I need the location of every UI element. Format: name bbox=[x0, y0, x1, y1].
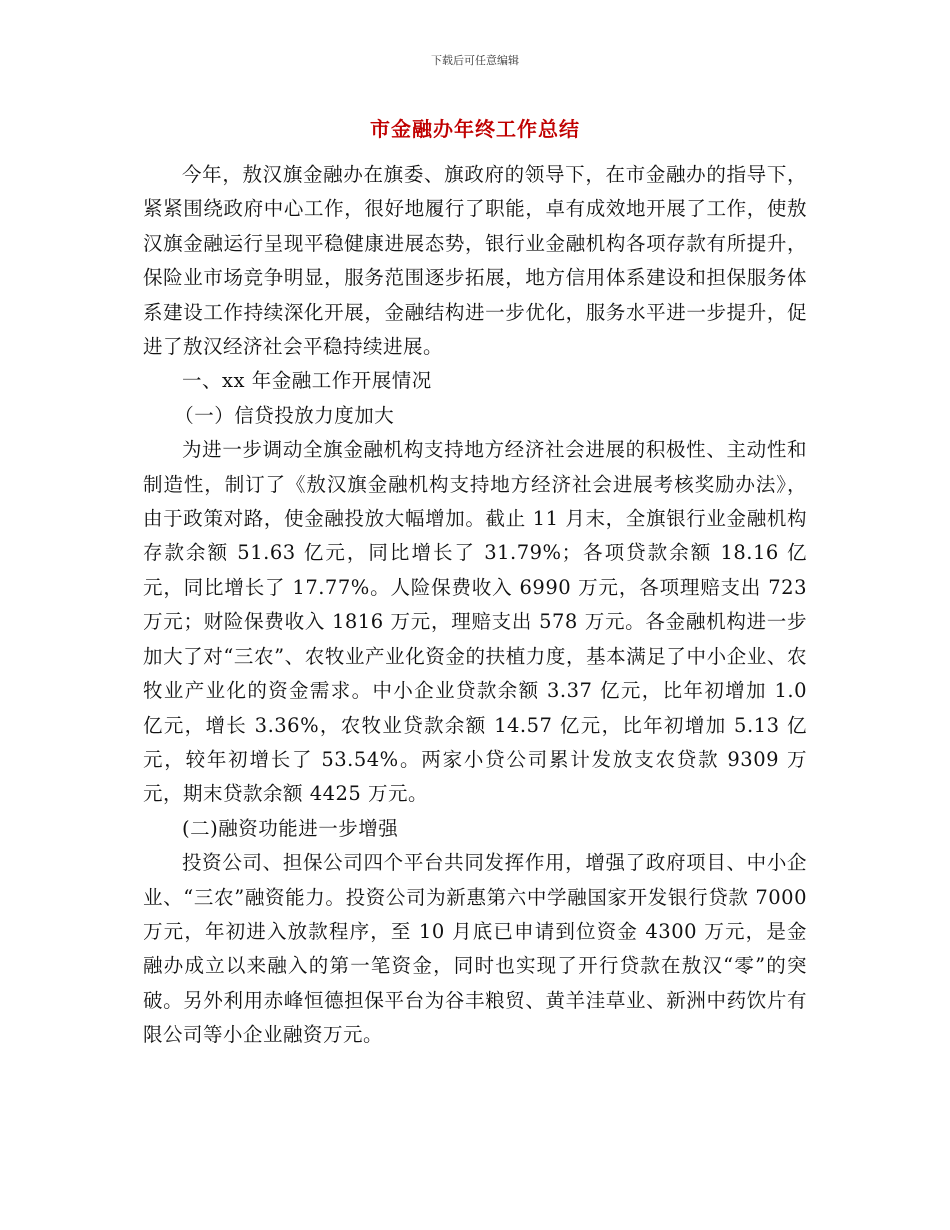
page-header-note: 下载后可任意编辑 bbox=[431, 54, 519, 67]
subsection-1-paragraph: 为进一步调动全旗金融机构支持地方经济社会进展的积极性、主动性和制造性，制订了《敖汉旗金融机构支持地方经济社会进展考核奖励办法》，由于政策对路，使金融投放大幅增加。截止 11 月末，全旗银行业金融机构存款余额 51.63 亿元，同比增长了 31.79%；各项贷款余额 18.16 亿元，同比增长了 17.77%。人险保费收入 6990 万元，各项理赔支出 723 万元；财险保费收入 1816 万元，理赔支出 578 万元。各金融机构进一步加大了对“三农”、农牧业产业化资金的扶植力度，基本满足了中小企业、农牧业产业化的资金需求。中小企业贷款余额 3.37 亿元，比年初增加 1.0 亿元，增长 3.36%，农牧业贷款余额 14.57 亿元，比年初增加 5.13 亿元，较年初增长了 53.54%。两家小贷公司累计发放支农贷款 9309 万元，期末贷款余额 4425 万元。 bbox=[143, 438, 807, 806]
subsection-heading-2: (二)融资功能进一步增强 bbox=[182, 816, 399, 840]
intro-paragraph: 今年，敖汉旗金融办在旗委、旗政府的领导下，在市金融办的指导下，紧紧围绕政府中心工作，很好地履行了职能，卓有成效地开展了工作，使敖汉旗金融运行呈现平稳健康进展态势，银行业金融机构各项存款有所提升，保险业市场竞争明显，服务范围逐步拓展，地方信用体系建设和担保服务体系建设工作持续深化开展，金融结构进一步优化，服务水平进一步提升，促进了敖汉经济社会平稳持续进展。 bbox=[143, 163, 807, 359]
document-title: 市金融办年终工作总结 bbox=[370, 117, 580, 141]
subsection-2-paragraph: 投资公司、担保公司四个平台共同发挥作用，增强了政府项目、中小企业、“三农”融资能力。投资公司为新惠第六中学融国家开发银行贷款 7000 万元，年初进入放款程序，至 10 月底已申请到位资金 4300 万元，是金融办成立以来融入的第一笔资金，同时也实现了开行贷款在敖汉“零”的突破。另外利用赤峰恒德担保平台为谷丰粮贸、黄羊洼草业、新洲中药饮片有限公司等小企业融资万元。 bbox=[143, 851, 807, 1047]
section-heading-1: 一、xx 年金融工作开展情况 bbox=[182, 369, 432, 393]
document-body bbox=[143, 158, 807, 1053]
subsection-heading-1: （一）信贷投放力度加大 bbox=[174, 403, 395, 427]
